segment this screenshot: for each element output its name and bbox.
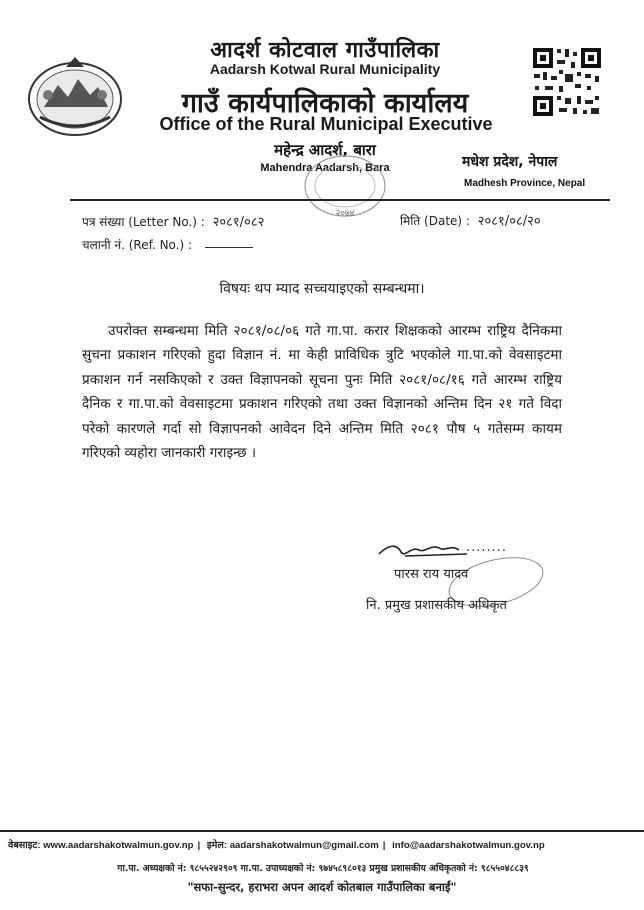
footer-phone-numbers: गा.पा. अध्यक्षको नं: ९८५५२४२९०९ गा.पा. उपाध्यक्षको नं: ९७४५८९८०१३ प्रमुख प्रशासकीय अधिकृतको नं: ९८५५०४८८३९ [117,863,529,874]
reference-number-blank [205,247,253,248]
date-label: मिति (Date) : [400,214,470,228]
letter-subject: विषयः थप म्याद सच्चयाइएको सम्बन्धमा। [219,281,425,297]
reference-number-label: चलानी नं. (Ref. No.) : [82,238,193,252]
footer-contact-line: वेबसाइट: www.aadarshakotwalmun.gov.np | इमेल: aadarshakotwalmun@gmail.com | info@aadarshakotwalmun.gov.np [8,840,545,851]
letter-body: उपरोक्त सम्बन्धमा मिति २०८१/०८/०६ गते गा.पा. करार शिक्षकको आरम्भ राष्ट्रिय दैनिकमा सुचना प्रकाशन गरिएको हुदा विज्ञान नं. मा केही प्राविधिक त्रुटि भएकोले गा.पा.को वेवसाइटमा प्रकाशन गर्न नसकिएको र उक्त विज्ञापनको सूचना पुनः मिति २०८१/०८/१६ गते आरम्भ राष्ट्रिय दैनिक र गा.पा.को वेवसाइटमा प्रकाशन गरिएको तथा उक्त विज्ञानको अन्तिम दिन २१ गते विदा परेको कारणले गर्दा सो विज्ञापनको आवेदन दिने अन्तिम मिति २०८१ पौष ५ गतेसम्म कायम गरिएको व्यहोरा जानकारी गराइन्छ । [82,323,562,462]
office-name-en: Office of the Rural Municipal Executive [159,114,493,134]
signer-title: नि. प्रमुख प्रशासकीय अधिकृत [366,598,507,613]
location-en: Mahendra Aadarsh, Bara [260,162,390,174]
email-link-1[interactable]: aadarshakotwalmun@gmail.com [229,840,379,851]
header-divider [70,199,610,201]
email-label: इमेल: [206,840,228,851]
signature-dots: ........ [466,540,508,555]
nepal-emblem-icon [26,55,124,137]
letter-number [82,212,264,230]
municipality-name-ne: आदर्श कोटवाल गाउँपालिका [210,38,440,63]
office-name-ne: गाउँ कार्यपालिकाको कार्यालय [181,88,469,119]
website-label: वेबसाइट: [8,840,41,851]
footer-slogan: "सफा-सुन्दर, हराभरा अपन आदर्श कोतबाल गाउँपालिका बनाईं" [187,880,457,894]
qr-code-icon [531,46,603,118]
signer-name: पारस राय यादव [394,567,469,582]
letter-number-label: पत्र संख्या (Letter No.) : [82,215,205,229]
province-ne: मधेश प्रदेश, नेपाल [462,154,558,170]
municipality-name-en: Aadarsh Kotwal Rural Municipality [209,61,441,77]
letter-date [400,211,541,229]
date-value: २०८१/०८/२० [477,214,541,229]
province-en: Madhesh Province, Nepal [464,178,586,189]
letter-number-value: २०८१/०८२ [212,215,265,230]
stamp-year: २०७४ [335,209,355,219]
footer-divider [0,830,644,832]
website-link[interactable]: www.aadarshakotwalmun.gov.np [43,840,194,851]
location-ne: महेन्द्र आदर्श, बारा [274,141,376,159]
email-link-2[interactable]: info@aadarshakotwalmun.gov.np [392,840,545,851]
office-stamp-icon [300,150,390,222]
